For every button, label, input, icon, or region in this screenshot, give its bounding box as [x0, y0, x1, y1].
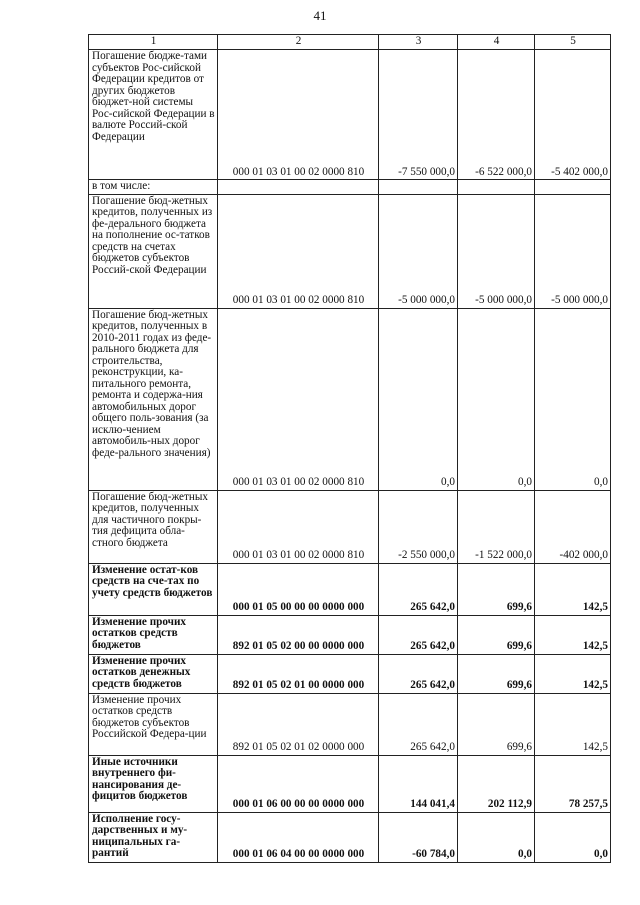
row-value-year1: -7 550 000,0 — [379, 50, 458, 180]
row-name: Погашение бюдже-тами субъектов Рос-сийской Федерации кредитов от других бюджетов бюджет-ной системы Рос-сийской Федерации в валюте Россий-ской Федерации — [89, 50, 218, 180]
table-row — [89, 693, 611, 755]
row-code: 892 01 05 02 01 00 0000 000 — [218, 654, 379, 693]
row-name: Исполнение госу-дарственных и му-ниципальных га-рантий — [89, 812, 218, 862]
table-row — [89, 615, 611, 654]
row-value-year3: 78 257,5 — [535, 755, 611, 812]
row-value-year2: 0,0 — [458, 812, 535, 862]
row-code: 000 01 03 01 00 02 0000 810 — [218, 194, 379, 308]
row-value-year1: -5 000 000,0 — [379, 194, 458, 308]
row-value-year1: 265 642,0 — [379, 693, 458, 755]
row-value-year2: 0,0 — [458, 308, 535, 490]
column-header: 3 — [379, 35, 458, 50]
row-value-year3: -402 000,0 — [535, 490, 611, 563]
column-header: 1 — [89, 35, 218, 50]
row-code: 000 01 03 01 00 02 0000 810 — [218, 50, 379, 180]
row-code — [218, 180, 379, 195]
column-header: 5 — [535, 35, 611, 50]
row-value-year1: 265 642,0 — [379, 615, 458, 654]
row-code: 000 01 03 01 00 02 0000 810 — [218, 490, 379, 563]
table-row — [89, 755, 611, 812]
row-value-year1 — [379, 180, 458, 195]
row-name: Изменение прочих остатков средств бюджетов — [89, 615, 218, 654]
table-row — [89, 563, 611, 615]
row-code: 000 01 06 04 00 00 0000 000 — [218, 812, 379, 862]
row-value-year3: 0,0 — [535, 812, 611, 862]
row-value-year1: 265 642,0 — [379, 654, 458, 693]
row-value-year2: -1 522 000,0 — [458, 490, 535, 563]
row-value-year3: 142,5 — [535, 615, 611, 654]
row-value-year1: 265 642,0 — [379, 563, 458, 615]
row-value-year3 — [535, 180, 611, 195]
row-value-year2: 699,6 — [458, 563, 535, 615]
column-header: 4 — [458, 35, 535, 50]
table-row — [89, 194, 611, 308]
row-value-year2: 699,6 — [458, 693, 535, 755]
table-row — [89, 180, 611, 195]
table-row — [89, 50, 611, 180]
row-value-year2: -6 522 000,0 — [458, 50, 535, 180]
row-code: 892 01 05 02 00 00 0000 000 — [218, 615, 379, 654]
row-code: 000 01 03 01 00 02 0000 810 — [218, 308, 379, 490]
table-row — [89, 654, 611, 693]
row-value-year2: 699,6 — [458, 615, 535, 654]
row-value-year3: 142,5 — [535, 693, 611, 755]
row-value-year2 — [458, 180, 535, 195]
page-number: 41 — [313, 8, 327, 23]
row-value-year3: -5 402 000,0 — [535, 50, 611, 180]
table-row — [89, 308, 611, 490]
row-name: Изменение прочих остатков средств бюджетов субъектов Российской Федера-ции — [89, 693, 218, 755]
row-value-year1: -60 784,0 — [379, 812, 458, 862]
row-name: Погашение бюд-жетных кредитов, полученных в 2010-2011 годах из феде-рального бюджета для строительства, реконструкции, ка-питального ремонта, ремонта и содержа-ния автомобильных дорог общего поль-зования (за исклю-чением автомобиль-ных дорог феде-рального значения) — [89, 308, 218, 490]
row-code: 892 01 05 02 01 02 0000 000 — [218, 693, 379, 755]
table-header-row — [89, 35, 611, 50]
row-value-year1: 0,0 — [379, 308, 458, 490]
row-name: Погашение бюд-жетных кредитов, полученных для частичного покры-тия дефицита обла-стного бюджета — [89, 490, 218, 563]
row-code: 000 01 06 00 00 00 0000 000 — [218, 755, 379, 812]
row-value-year3: -5 000 000,0 — [535, 194, 611, 308]
table-row — [89, 812, 611, 862]
row-value-year2: 202 112,9 — [458, 755, 535, 812]
row-name: Погашение бюд-жетных кредитов, полученных из фе-дерального бюджета на пополнение ос-татков средств на счетах бюджетов субъектов Россий-ской Федерации — [89, 194, 218, 308]
row-name: Изменение остат-ков средств на сче-тах по учету средств бюджетов — [89, 563, 218, 615]
row-name: Изменение прочих остатков денежных средств бюджетов — [89, 654, 218, 693]
row-value-year2: -5 000 000,0 — [458, 194, 535, 308]
column-header: 2 — [218, 35, 379, 50]
row-value-year3: 0,0 — [535, 308, 611, 490]
row-value-year3: 142,5 — [535, 654, 611, 693]
row-value-year2: 699,6 — [458, 654, 535, 693]
row-name: в том числе: — [89, 180, 218, 195]
row-code: 000 01 05 00 00 00 0000 000 — [218, 563, 379, 615]
row-name: Иные источники внутреннего фи-нансирования де-фицитов бюджетов — [89, 755, 218, 812]
row-value-year3: 142,5 — [535, 563, 611, 615]
table-row — [89, 490, 611, 563]
budget-sources-table — [88, 34, 611, 863]
row-value-year1: -2 550 000,0 — [379, 490, 458, 563]
row-value-year1: 144 041,4 — [379, 755, 458, 812]
